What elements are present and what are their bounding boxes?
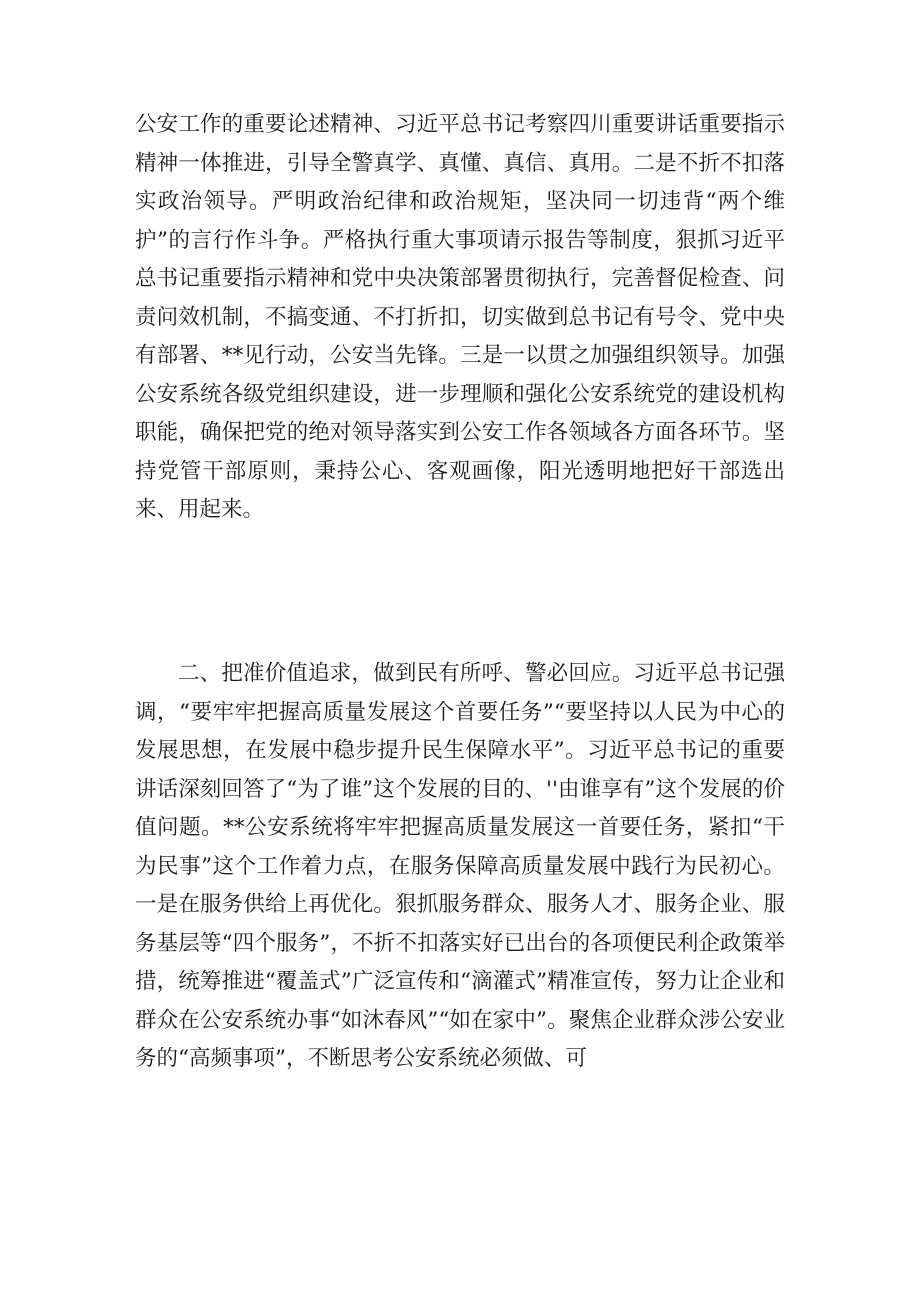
body-paragraph-2: 二、把准价值追求，做到民有所呼、警必回应。习近平总书记强调，“要牢牢把握高质量发展这个首要任务”“要坚持以人民为中心的发展思想，在发展中稳步提升民生保障水平”。习近平总书记的重要讲话深刻回答了“为了谁”这个发展的目的、''由谁享有”这个发展的价值问题。**公安系统将牢牢把握高质量发展这一首要任务，紧扣“干为民事”这个工作着力点，在服务保障高质量发展中践行为民初心。一是在服务供给上再优化。狠抓服务群众、服务人才、服务企业、服务基层等“四个服务”，不折不扣落实好已出台的各项便民利企政策举措，统筹推进“覆盖式”广泛宣传和“滴灌式”精准宣传，努力让企业和群众在公安系统办事“如沐春风”“如在家中”。聚焦企业群众涉公安业务的“高频事项”，不断思考公安系统必须做、可 — [135, 661, 785, 1071]
body-paragraph-1: 公安工作的重要论述精神、习近平总书记考察四川重要讲话重要指示精神一体推进，引导全警真学、真懂、真信、真用。二是不折不扣落实政治领导。严明政治纪律和政治规矩，坚决同一切违背“两个维护”的言行作斗争。严格执行重大事项请示报告等制度，狠抓习近平总书记重要指示精神和党中央决策部署贯彻执行，完善督促检查、问责问效机制，不搞变通、不打折扣，切实做到总书记有号令、党中央有部署、**见行动，公安当先锋。三是一以贯之加强组织领导。加强公安系统各级党组织建设，进一步理顺和强化公安系统党的建设机构职能，确保把党的绝对领导落实到公安工作各领域各方面各环节。坚持党管干部原则，秉持公心、客观画像，阳光透明地把好干部选出来、用起来。 — [135, 112, 785, 522]
